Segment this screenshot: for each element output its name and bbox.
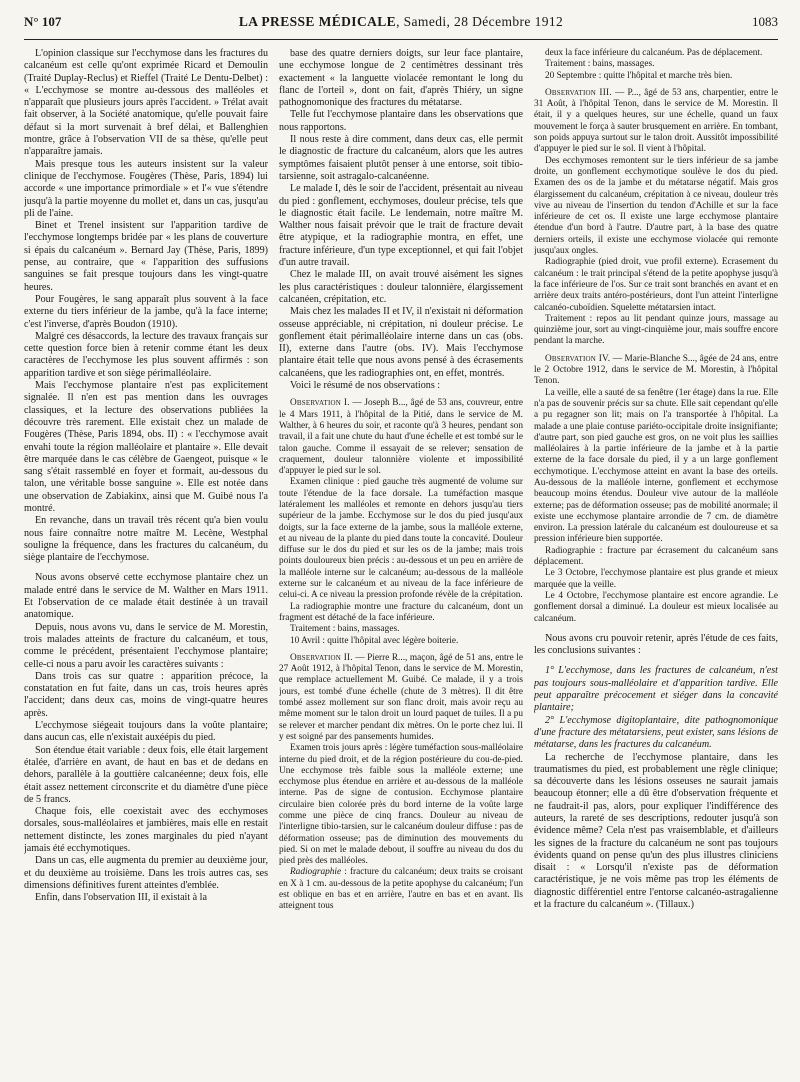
paragraph: Dans trois cas sur quatre : apparition précoce, la constatation en fut faite, dans un cas, trois heures après l'accident; dans deux cas, moins de vingt-quatre heures après.	[24, 670, 268, 719]
paragraph: Traitement : bains, massages.	[545, 59, 655, 70]
paragraph: La veille, elle a sauté de sa fenêtre (1er étage) dans la rue. Elle n'a pas de souvenir précis sur sa chute. Elle sait cependant qu'elle a pu regagner son lit; mais on l'a transportée à l'hôpital. La malade a une plaie contuse pariéto-occipitale droite insignifiante; d'autre part, son pied gauche est gros, on ne voit plus les saillies malléolaires à la partie inférieure de la jambe et à la partie externe de la face dorsale du pied, il y a un large gonflement ecchymotique. L'ecchymose atteint en avant la base des orteils. Au-dessous de la malléole interne, gonflement et ecchymose beaucoup moins étendus. Douleur vive autour de la malléole externe; pas de déformation osseuse; pas de mobilité anormale; il existe une ecchymose plantaire arrondie de 7 cm. de diamètre environ. La pression latérale du calcanéum est douloureuse et sa pression inférieure bien supportée.	[534, 387, 778, 545]
observation-label: Observation I.	[290, 398, 350, 409]
article-columns	[24, 48, 778, 1068]
paragraph: Radiographie (pied droit, vue profil externe). Ecrasement du calcanéum : le trait principal s'étend de la petite apophyse jusqu'à la face inférieure de l'os. Sur ce trait sont branchés en avant et en arrière deux traits antéro-postérieurs, dont l'un atteint l'interligne calcanéo-cuboïdien. Squelette métatarsien intact.	[534, 257, 778, 313]
paragraph: En revanche, dans un travail très récent qu'a bien voulu nous faire connaître notre maître M. Lecène, Westphal souligne la fréquence, dans les fractures du calcanéum, du siège plantaire de l'ecchymose.	[24, 515, 268, 564]
page-number: 1083	[752, 14, 778, 29]
paragraph: Chaque fois, elle coexistait avec des ecchymoses dorsales, sous-malléolaires et jambières, mais elle en restait nettement distincte, les zones marginales du pied n'ayant jamais été ecchymotiques.	[24, 806, 268, 854]
paragraph: Mais presque tous les auteurs insistent sur la valeur clinique de l'ecchymose. Fougères (Thèse, Paris, 1894) lui accorde « une importance primordiale » et l'« vue s'étendre jusqu'à la partie moyenne du mollet et, dans un cas, jusqu'au pli de l'aine.	[24, 158, 268, 219]
paragraph: Enfin, dans l'observation III, il existait à la	[35, 892, 207, 904]
observation-label: Observation II.	[290, 652, 353, 663]
paragraph: Mais chez les malades II et IV, il n'existait ni déformation osseuse appréciable, ni crépitation, ni douleur précise. Le gonflement était périmalléolaire interne dans un cas (obs. II), externe dans l'autre (obs. IV). Mais l'ecchymose plantaire était telle que nous avons pensé à des écrasements calcanéens, que les radiographies ont, en effet, montrés.	[279, 306, 523, 379]
paragraph: 20 Septembre : quitte l'hôpital et marche très bien.	[545, 70, 733, 81]
paragraph: Examen trois jours après : légère tuméfaction sous-malléolaire interne du pied droit, et de la région postérieure du cou-de-pied. Une ecchymose très faible sous la malléole externe; une ecchymose plus étendue en arrière et au-dessous de la malléole interne. Pas de signe de contusion. Ecchymose plantaire circulaire bien colorée près du bord interne de la voûte large comme une pièce de cinq francs. Douleur au niveau de l'interligne tibio-tarsien, sur le calcanéum douleur diffuse : pas de déformation osseuse; pas de diminution des mouvements du pied. Si on met le malade debout, il souffre au niveau du dos du pied près des malléoles.	[279, 743, 523, 867]
radiographie-text: : fracture du calcanéum; deux traits se croisant en X à 1 cm. au-dessous de la petite apophyse du calcanéum; l'un est oblique en bas et en arrière, l'autre en bas et en avant. Ils atteignent tous	[279, 867, 523, 912]
paragraph: Le 4 Octobre, l'ecchymose plantaire est encore agrandie. Le gonflement dorsal a diminué. La douleur est mieux localisée au calcanéum.	[534, 590, 778, 624]
paragraph: Le 3 Octobre, l'ecchymose plantaire est plus grande et mieux marquée que la veille.	[534, 568, 778, 590]
issue-date: , Samedi, 28 Décembre 1912	[396, 14, 564, 29]
issue-number: N° 107	[24, 14, 62, 29]
observation-label: Observation IV.	[545, 353, 611, 364]
paragraph: Binet et Trenel insistent sur l'apparition tardive de l'ecchymose longtemps bridée par « les plans de couverture si épais du calcanéum ». Bernard Jay (Thèse, Paris, 1899) pense, au contraire, que « l'apparition des suffusions sanguines se fait presque toujours dans les vingt-quatre heures.	[24, 220, 268, 293]
observation-1	[279, 398, 523, 477]
conclusion-intro: Nous avons cru pouvoir retenir, après l'étude de ces faits, les conclusions suivantes :	[534, 632, 778, 657]
paragraph: Malgré ces désaccords, la lecture des travaux français sur cette question force bien à retenir comme étant les deux caractères de l'ecchymose les plus souvent affirmés : son apparition tardive et son siège périmalléolaire.	[24, 330, 268, 379]
observation-2	[279, 653, 523, 743]
paragraph: Dans un cas, elle augmenta du premier au deuxième jour, et du deuxième au troisième. Dans les trois autres cas, ses dimensions définitives furent atteintes d'emblée.	[24, 855, 268, 891]
paragraph: Le malade I, dès le soir de l'accident, présentait au niveau du pied : gonflement, ecchymoses, douleur précise, tels que le diagnostic était facile. Le lendemain, notre maître M. Walther nous faisait prévoir que le trait de fracture devait être atypique, et la radiographie montra, en effet, une fracture inférieure, d'un type exceptionnel, et qui fait l'objet d'un autre travail.	[279, 183, 523, 269]
closing-paragraph: La recherche de l'ecchymose plantaire, dans les traumatismes du pied, est probablement une règle clinique; sa découverte dans les lésions osseuses ne saurait jamais beaucoup étonner; elle a dû être d'observation fréquente et ne faudrait-il pas, alors, pour expliquer l'indifférence des auteurs, la rareté de ses descriptions, redouter jusqu'à son évidence même? Cela n'est pas vraisemblable, et d'ailleurs les signes de la fracture du calcanéum ne sont pas toujours évidents quand on pense qu'un des plus illustres cliniciens disait : « Lorsqu'il n'existe pas de déformation caractéristique, je ne vois même pas trop les éléments de diagnostic différentiel entre l'entorse calcanéo-astragalienne et la fracture du calcanéum ». (Tillaux.)	[534, 751, 778, 911]
paragraph: Traitement : bains, massages.	[290, 624, 400, 635]
journal-name: LA PRESSE MÉDICALE	[238, 14, 397, 29]
paragraph: La radiographie montre une fracture du calcanéum, dont un fragment est détaché de la face inférieure.	[279, 601, 523, 623]
conclusion-2: 2° L'ecchymose digitoplantaire, dite pathognomonique d'une fracture des métatarsiens, peut exister, sans lésions de métatarse, dans les fractures du calcanéum.	[534, 714, 778, 751]
paragraph: base des quatre derniers doigts, sur leur face plantaire, une ecchymose longue de 2 centimètres dessinant très exactement « la languette violacée remontant le long du flanc de l'orteil », dont on fait, d'après Thiéry, un signe pathognomonique des fractures du métatarse.	[279, 48, 523, 109]
paragraph: Radiographie : fracture par écrasement du calcanéum sans déplacement.	[534, 545, 778, 568]
paragraph: L'opinion classique sur l'ecchymose dans les fractures du calcanéum est celle qu'ont exprimée Ricard et Demoulin (Traité Duplay-Reclus) et Rieffel (Traité Le Dentu-Delbet) : « L'ecchymose se montre au-dessous des malléoles et n'apparaît que plusieurs jours après l'accident. » Trélat avait fait observer, à la Société anatomique, qu'elle pouvait faire défaut si la mort survenait à bref délai, et Ballenghien montre, grâce à l'observation VII de sa thèse, qu'elle peut n'apparaître jamais.	[24, 48, 268, 158]
paragraph: Il nous reste à dire comment, dans deux cas, elle permit le diagnostic de fracture du calcanéum, alors que les autres symptômes faisaient plutôt penser à une entorse, soit tibio-tarsienne, soit astragalo-calcanéenne.	[279, 134, 523, 182]
column-2	[279, 48, 523, 1068]
radiographie-label: Radiographie	[290, 867, 342, 878]
page-header	[24, 14, 778, 40]
paragraph: Nous avons observé cette ecchymose plantaire chez un malade entré dans le service de M. Walther en Mars 1911. Et l'observation de ce malade était destinée à un travail anatomique.	[24, 572, 268, 621]
paragraph: Voici le résumé de nos observations :	[290, 380, 441, 392]
paragraph: L'ecchymose siégeait toujours dans la voûte plantaire; dans aucun cas, elle n'existait auxéépis du pied.	[24, 720, 268, 744]
observation-3	[534, 88, 778, 156]
observation-text: — Joseph B..., âgé de 53 ans, couvreur, entre le 4 Mars 1911, à l'hôpital de la Pitié, dans le service de M. Walther, à 6 heures du soir, et raconte qu'à 3 heures, pendant son travail, il a fait une chute du haut d'une échelle et est tombé sur le talon gauche. Comme il essayait de se relever; sensation de craquement, douleur talonnière violente et impossibilité d'appuyer le pied sur le sol.	[279, 398, 523, 477]
paragraph: Des ecchymoses remontent sur le tiers inférieur de sa jambe droite, un gonflement ecchymotique soulève le dos du pied. Examen des os de la jambe et du métatarse négatif. Mais gros élargissement du calcanéum, crépitation à ce niveau, douleur très vive au niveau de l'insertion du tendon d'Achille et sur la face inférieure de cet os. Il existe une large ecchymose plantaire étendue d'un bord à l'autre. D'autre part, à la base des quatre derniers orteils, il existe une ecchymose violacée qui remonte jusqu'aux ongles.	[534, 155, 778, 257]
paragraph: Examen clinique : pied gauche très augmenté de volume sur toute l'étendue de la face dorsale. La tuméfaction masque latéralement les malléoles et remonte en dehors jusqu'au tiers supérieur de la jambe. Ecchymose sur le dos du pied jusqu'aux doigts, sur la face externe de la jambe, sous la malléole externe, et au niveau de la plante du pied dans toute la concavité. Douleur diffuse sur le dos du pied et sur les os de la jambe; mais trois points douloureux bien précis : au-dessous et un peu en arrière de la malléole interne sur le calcanéum; au-dessous de la malléole externe sur le calcanéum et au niveau de la face inférieure de celui-ci. A ce niveau la pression profonde révèle de la crépitation.	[279, 477, 523, 601]
paragraph: deux la face inférieure du calcanéum. Pas de déplacement.	[545, 48, 763, 58]
paragraph: Chez le malade III, on avait trouvé aisément les signes les plus caractéristiques : douleur talonnière, élargissement calcanéen, crépitation, etc.	[279, 269, 523, 305]
journal-title	[144, 14, 658, 30]
column-1	[24, 48, 268, 1068]
observation-text: — Marie-Blanche S..., âgée de 24 ans, entre le 2 Octobre 1912, dans le service de M. Morestin, à l'hôpital Tenon.	[534, 353, 778, 387]
observation-text: — Pierre R..., maçon, âgé de 51 ans, entre le 27 Août 1912, à l'hôpital Tenon, dans le service de M. Morestin, que remplace actuellement M. Guibé. Ce malade, il y a trois jours, est tombé d'une échelle (chute de 3 mètres). Il dit être tombé assez mollement sur son flanc droit, mais avoir reçu au même moment sur le talon droit un lourd paquet de tuiles. Il a pu se relever et marcher pendant dix mètres. On le porte chez lui. Il y est soigné par des pansements humides.	[279, 652, 523, 742]
observation-label: Observation III.	[545, 87, 612, 98]
column-3	[534, 48, 778, 1068]
paragraph: Depuis, nous avons vu, dans le service de M. Morestin, trois malades atteints de fracture du calcanéum, et tous, comme le précédent, présentaient l'ecchymose plantaire; celle-ci nous a paru avoir les caractères suivants :	[24, 621, 268, 670]
paragraph: Telle fut l'ecchymose plantaire dans les observations que nous rapportons.	[279, 109, 523, 133]
observation-text: — P..., âgé de 53 ans, charpentier, entre le 31 Août, à l'hôpital Tenon, dans le service de M. Morestin. Il était, il y a quelques heures, sur une échelle, quand un faux mouvement le força à sauter brusquement en arrière. En tombant, son poids appuya surtout sur le talon droit. Aussitôt impossibilité d'appuyer le pied sur le sol. Il vient à l'hôpital.	[534, 87, 778, 155]
paragraph: 10 Avril : quitte l'hôpital avec légère boiterie.	[290, 635, 459, 646]
paragraph	[279, 867, 523, 912]
conclusion-1: 1° L'ecchymose, dans les fractures de calcanéum, n'est pas toujours sous-malléolaire et d'apparition tardive. Elle peut apparaître précocement et siéger dans la concavité plantaire;	[534, 665, 778, 714]
paragraph: Son étendue était variable : deux fois, elle était largement étalée, d'arrière en avant, de haut en bas et de dedans en dehors, parallèle à la gouttière calcanéenne; deux fois, elle était assez nettement circonscrite et du diamètre d'une pièce de 5 francs.	[24, 744, 268, 805]
observation-4	[534, 354, 778, 388]
paragraph: Traitement : repos au lit pendant quinze jours, massage au quinzième jour, sort au vingt-cinquième jour, mais souffre encore pendant la marche.	[534, 313, 778, 347]
paragraph: Pour Fougères, le sang apparaît plus souvent à la face externe du tiers inférieur de la jambe, qu'à la face interne; c'est l'inverse, d'après Boudon (1910).	[24, 293, 268, 330]
paragraph: Mais l'ecchymose plantaire n'est pas explicitement signalée. Il n'en est pas mention dans les ouvrages classiques, et la lecture des observations publiées la découvre très rarement. Elle existait chez un malade de Fougères (Thèse, Paris 1894, obs. II) : « l'ecchymose avait envahi toute la région malléolaire et plantaire ». Elle devait être marquée dans le cas célèbre de Gaengeot, puisque « le sang s'était rassemblé en foyer et formait, au-dessous du talon, une véritable bosse sanguine ». Elle est notée dans une observation de Zabiakinx, ainsi que M. Guibé nous l'a montré.	[24, 380, 268, 514]
